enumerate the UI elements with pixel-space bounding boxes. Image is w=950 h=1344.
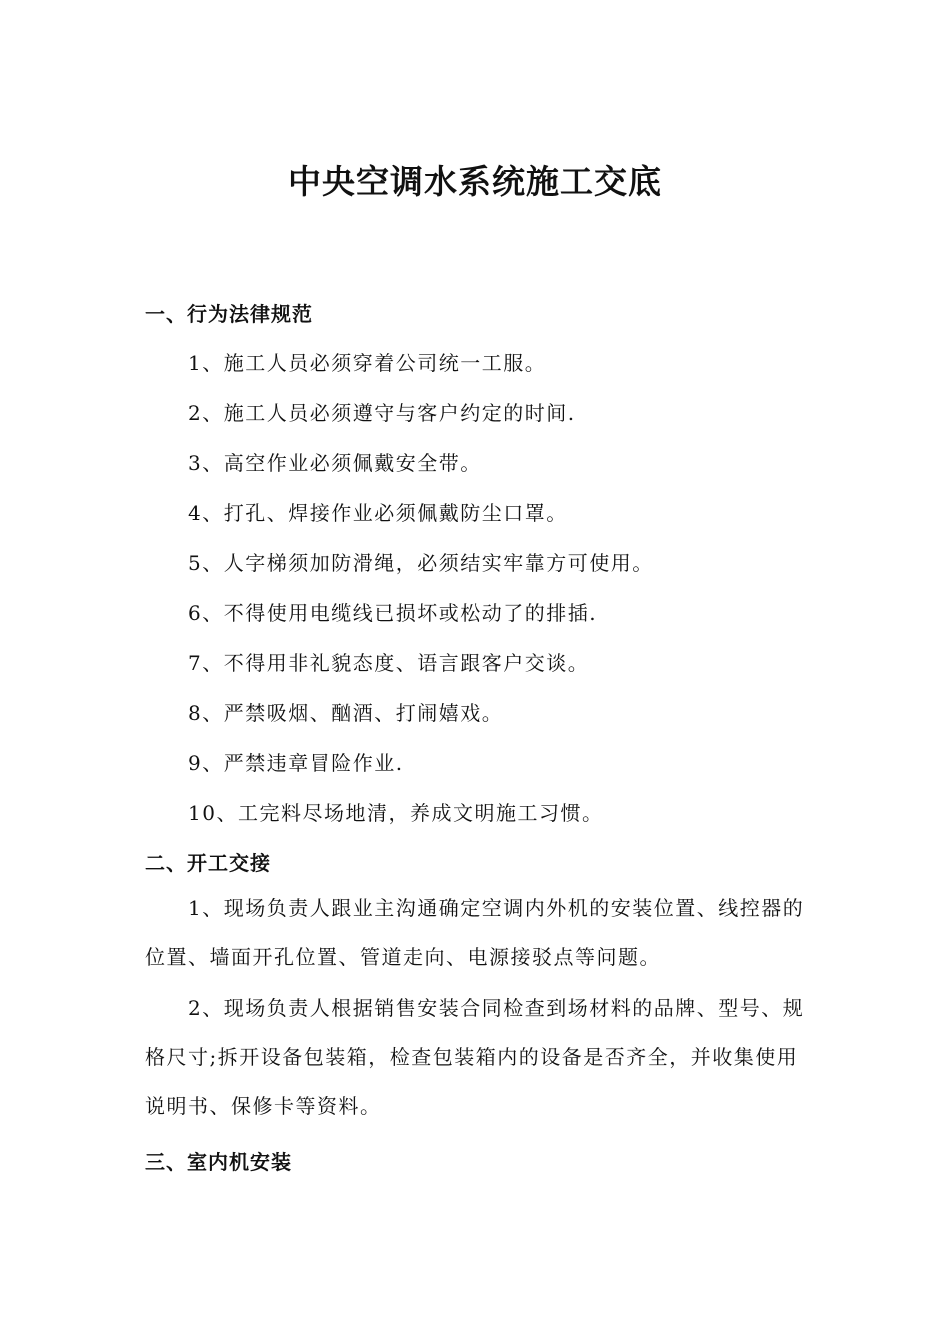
handover-paragraph: 1、现场负责人跟业主沟通确定空调内外机的安装位置、线控器的位置、墙面开孔位置、管道走向、电源接驳点等问题。 — [145, 896, 805, 969]
handover-paragraph: 2、现场负责人根据销售安装合同检查到场材料的品牌、型号、规格尺寸;拆开设备包装箱，检查包装箱内的设备是否齐全，并收集使用说明书、保修卡等资料。 — [145, 996, 805, 1118]
conduct-item: 1、施工人员必须穿着公司统一工服。 — [188, 351, 547, 375]
section-heading-conduct: 一、行为法律规范 — [145, 302, 313, 326]
conduct-item: 7、不得用非礼貌态度、语言跟客户交谈。 — [188, 651, 590, 675]
conduct-item: 10、工完料尽场地清，养成文明施工习惯。 — [188, 801, 604, 825]
conduct-item: 6、不得使用电缆线已损坏或松动了的排插. — [188, 601, 598, 625]
conduct-item: 8、严禁吸烟、酗酒、打闹嬉戏。 — [188, 701, 504, 725]
conduct-item: 3、高空作业必须佩戴安全带。 — [188, 451, 482, 475]
conduct-item: 4、打孔、焊接作业必须佩戴防尘口罩。 — [188, 501, 568, 525]
section-heading-indoor-unit: 三、室内机安装 — [145, 1150, 292, 1174]
document-title: 中央空调水系统施工交底 — [288, 162, 662, 201]
conduct-item: 9、严禁违章冒险作业. — [188, 751, 404, 775]
section-heading-handover: 二、开工交接 — [145, 851, 271, 875]
conduct-item: 5、人字梯须加防滑绳，必须结实牢靠方可使用。 — [188, 551, 654, 575]
conduct-item: 2、施工人员必须遵守与客户约定的时间. — [188, 401, 576, 425]
